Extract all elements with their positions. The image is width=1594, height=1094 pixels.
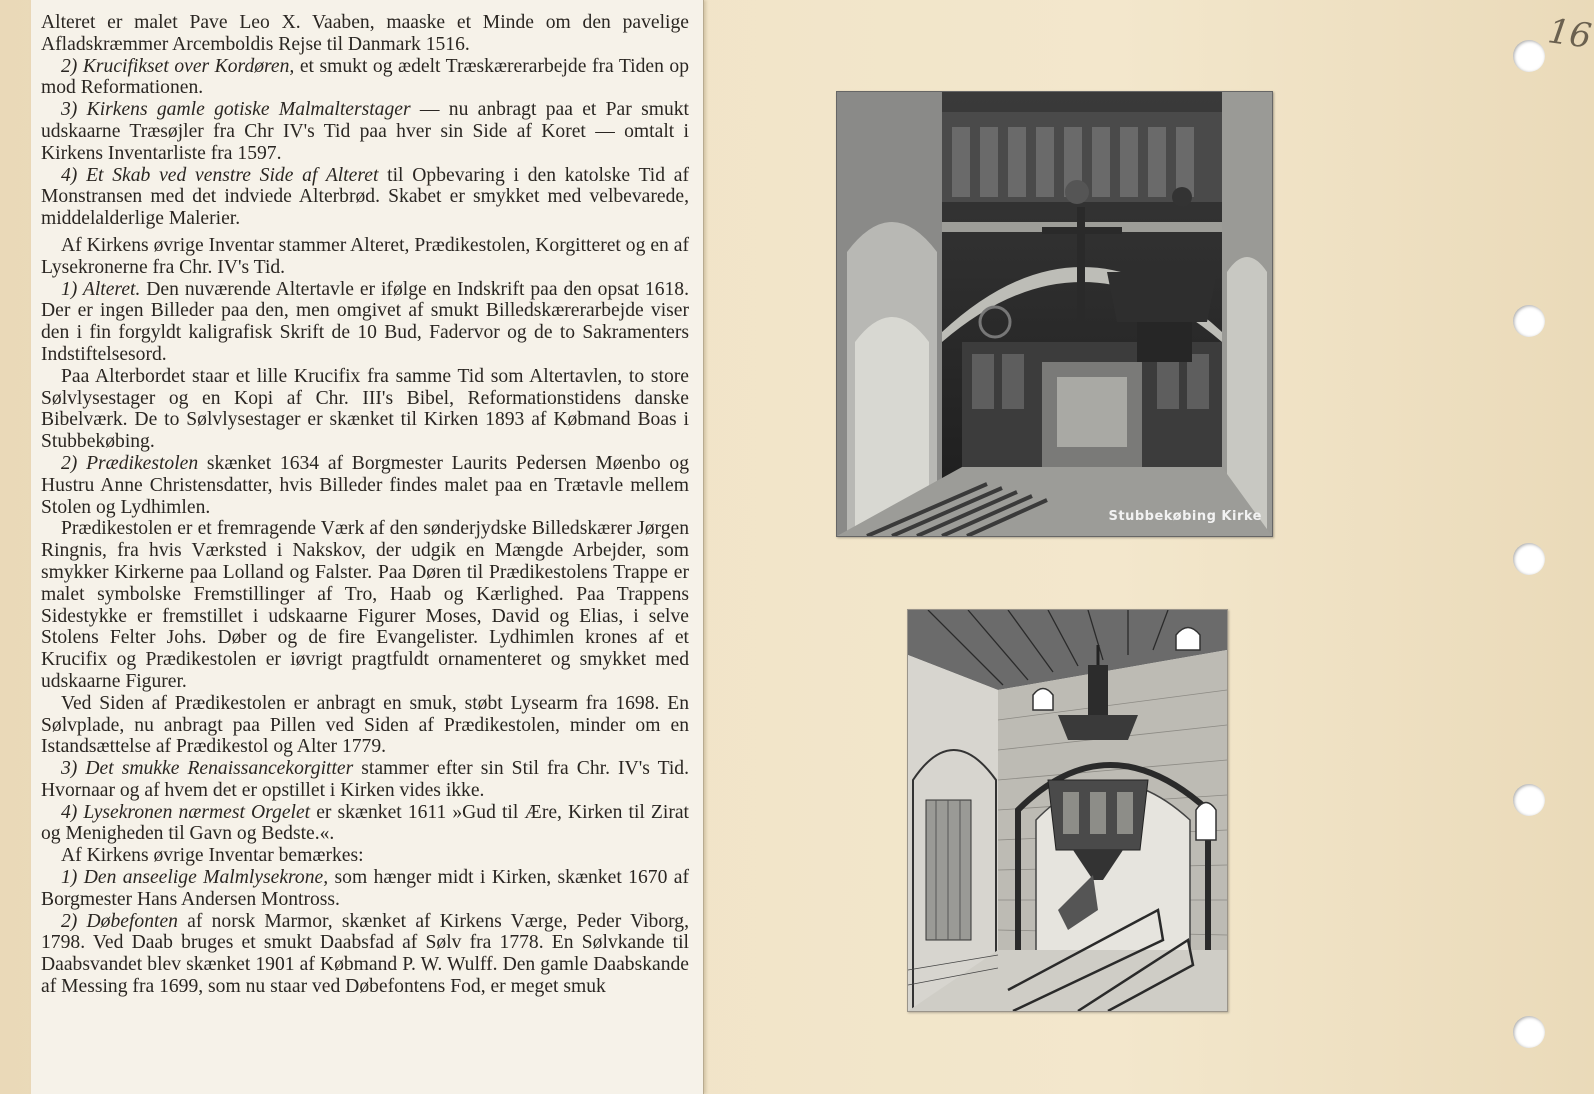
paragraph-heading: 4) Et Skab ved venstre Side af Alteret <box>61 164 379 186</box>
paragraph-body: er skænket 1611 »Gud til Ære, Kirken til Zirat og Menigheden til Gavn og Bedste.«. <box>41 801 690 845</box>
paragraph-body: som hænger midt i Kirken, skænket 1670 af Borgmester Hans Andersen Montross. <box>41 867 689 910</box>
article-paragraph <box>41 802 689 846</box>
article-paragraph <box>41 165 689 230</box>
binder-hole <box>1513 305 1545 337</box>
paragraph-body: skænket 1634 af Borgmester Laurits Pedersen Møenbo og Hustru Anne Christensdatter, hvis Billeder findes malet paa en Trætavle mellem Stolen og Lydhimlen. <box>41 452 689 518</box>
article-paragraph <box>41 758 689 802</box>
article-paragraph <box>41 99 689 164</box>
binder-hole <box>1513 543 1545 575</box>
article-paragraph <box>41 279 689 366</box>
article-paragraph <box>41 235 689 279</box>
paragraph-heading: 4) Lysekronen nærmest Orgelet <box>61 801 311 823</box>
church-interior-photo <box>836 91 1273 537</box>
article-paragraph <box>41 56 689 100</box>
paragraph-body: stammer efter sin Stil fra Chr. IV's Tid. Hvornaar og af hvem det er opstillet i Kirken vides ikke. <box>41 758 689 801</box>
binder-hole <box>1513 1016 1545 1048</box>
paragraph-body: til Opbevaring i den katolske Tid af Monstransen med det indviede Alterbrød. Skabet er smykket med velbevarede, middelalderlige Malerier. <box>41 164 689 230</box>
article-paragraph <box>41 453 689 518</box>
article-paragraph <box>41 693 689 758</box>
paragraph-heading: 2) Prædikestolen <box>61 452 199 474</box>
article-paragraph <box>41 12 689 56</box>
paragraph-heading: 3) Kirkens gamle gotiske Malmalterstager <box>61 99 411 121</box>
article-paragraph <box>41 867 689 911</box>
paragraph-heading: 2) Krucifikset over Kordøren, <box>61 55 295 77</box>
article-paragraph <box>41 845 689 867</box>
paragraph-body: af norsk Marmor, skænket af Kirkens Værge, Peder Viborg, 1798. Ved Daab bruges et smukt Daabsfad af Sølv fra 1778. En Sølvkande til Daabsvandet blev skænket 1901 af Købmand P. W. Wulff. Den gamle Daabskande af Messing fra 1699, som nu staar ved Døbefontens Fod, er meget smuk <box>41 910 689 998</box>
pulpit-sketch <box>907 609 1228 1012</box>
paragraph-body: — nu anbragt paa et Par smukt udskaarne Træsøjler fra Chr IV's Tid paa hver sin Side af Koret — omtalt i Kirkens Inventarliste fra 1597. <box>41 99 689 164</box>
article-paragraph <box>41 366 689 453</box>
newspaper-clipping <box>31 0 704 1094</box>
binder-hole <box>1513 784 1545 816</box>
paragraph-body: Prædikestolen er et fremragende Værk af den sønderjydske Billedskærer Jørgen Ringnis, fra hvis Værksted i Nakskov, der udgik en Mængde Arbejder, som smykker Kirkerne paa Lolland og Falster. Paa Døren til Prædikestolens Trappe er malet symbolske Fremstillinger af Tro, Haab og Kærlighed. Paa Trappens Sidestykke er fremstillet i udskaarne Figurer Moses, David og Elias, i selve Stolens Felter Johs. Døber og de fire Evangelister. Lydhimlen krones af et Krucifix og Prædikestolen er iøvrigt pragtfuldt ornamenteret og smykket med udskaarne Figurer. <box>41 518 689 692</box>
paragraph-body: et smukt og ædelt Træskærerarbejde fra Tiden op mod Reformationen. <box>41 55 689 99</box>
paragraph-heading: 1) Den anseelige Malmlysekrone, <box>61 867 329 889</box>
binder-hole <box>1513 40 1545 72</box>
paragraph-body: Af Kirkens øvrige Inventar stammer Alteret, Prædikestolen, Korgitteret og en af Lysekronerne fra Chr. IV's Tid. <box>41 234 689 278</box>
photo-caption: Stubbekøbing Kirke <box>1108 509 1262 524</box>
paragraph-body: Den nuværende Altertavle er ifølge en Indskrift paa den opsat 1618. Der er ingen Billeder paa den, men omgivet af smukt Billedskærerarbejde viser den i fin forgyldt kaligrafisk Skrift de 10 Bud, Fadervor og de to Sakramenters Indstiftelsesord. <box>41 278 690 365</box>
paragraph-body: Af Kirkens øvrige Inventar bemærkes: <box>61 845 364 867</box>
handwritten-page-number: 16 <box>1545 11 1594 57</box>
paragraph-heading: 2) Døbefonten <box>61 910 178 932</box>
paragraph-body: Alteret er malet Pave Leo X. Vaaben, maaske et Minde om den pavelige Afladskræmmer Arcemboldis Rejse til Danmark 1516. <box>41 12 689 55</box>
paragraph-heading: 1) Alteret. <box>61 278 141 300</box>
paragraph-body: Paa Alterbordet staar et lille Krucifix fra samme Tid som Altertavlen, to store Sølvlysestager og en Kopi af Chr. III's Bibel, Reformationstidens danske Bibelværk. De to Sølvlysestager er skænket til Kirken 1893 af Købmand Boas i Stubbekøbing. <box>41 365 689 453</box>
article-text <box>41 12 689 998</box>
paragraph-body: Ved Siden af Prædikestolen er anbragt en smuk, støbt Lysearm fra 1698. En Sølvplade, nu anbragt paa Pillen ved Siden af Prædikestolen, minder om en Istandsættelse af Prædikestol og Alter 1779. <box>41 692 689 758</box>
paragraph-heading: 3) Det smukke Renaissancekorgitter <box>61 758 354 780</box>
article-paragraph <box>41 518 689 692</box>
article-paragraph <box>41 911 689 998</box>
